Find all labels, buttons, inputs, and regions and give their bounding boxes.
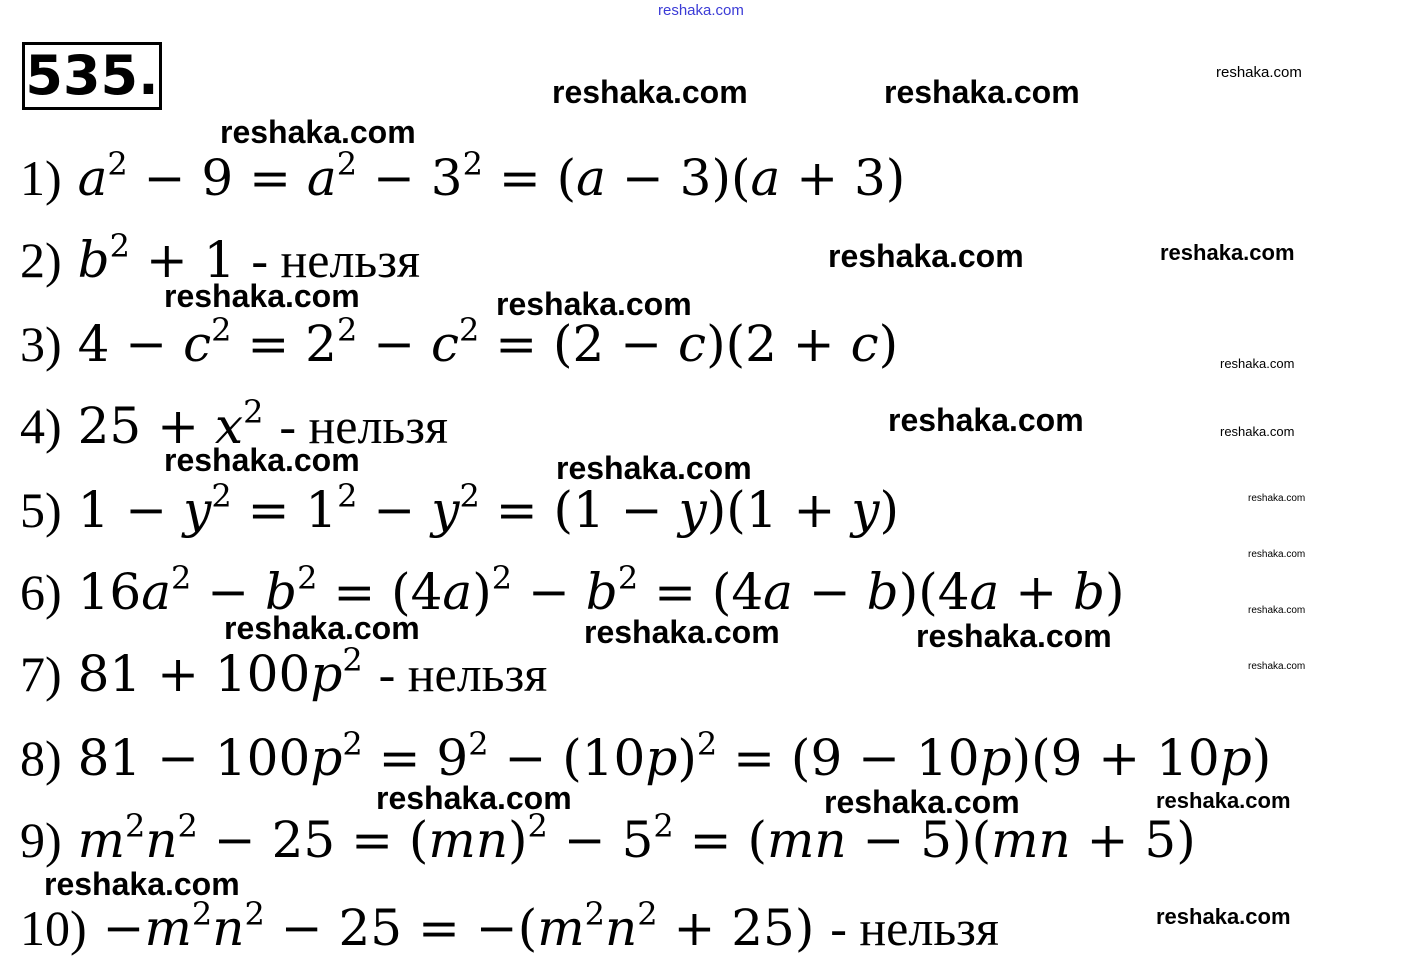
watermark: reshaka.com [828, 238, 1024, 274]
item-label: 5) [20, 482, 62, 538]
item-label: 8) [20, 730, 62, 786]
watermark: reshaka.com [164, 442, 360, 478]
watermark: reshaka.com [1248, 549, 1306, 560]
item-label: 4) [20, 398, 62, 454]
task-number: 535. [22, 42, 162, 110]
item-label: 3) [20, 316, 62, 372]
watermark: reshaka.com [1248, 493, 1306, 504]
equation-line-8: 8) $81 - 100p^2 = 9^2 - (10p)^2 = (9 - 10p)(9 + 10p)$ [20, 725, 1272, 787]
watermark-top: reshaka.com [658, 2, 744, 19]
equation-line-7: 7) $81 + 100p^2$ - нельзя [20, 641, 548, 703]
equation-line-4: 4) $25 + x^2$ - нельзя [20, 393, 448, 455]
watermark: reshaka.com [224, 610, 420, 646]
watermark: reshaka.com [44, 866, 240, 902]
note-impossible: - нельзя [378, 646, 548, 702]
watermark: reshaka.com [1216, 64, 1302, 81]
equation-line-1: 1) $a^2 - 9 = a^2 - 3^2 = (a - 3)(a + 3)$ [20, 145, 906, 207]
note-impossible: - нельзя [830, 900, 999, 956]
watermark: reshaka.com [1220, 356, 1295, 371]
watermark: reshaka.com [496, 286, 692, 322]
item-label: 1) [20, 150, 62, 206]
item-label: 6) [20, 564, 62, 620]
watermark: reshaka.com [1156, 904, 1291, 929]
watermark: reshaka.com [552, 74, 748, 110]
watermark: reshaka.com [376, 780, 572, 816]
equation-line-3: 3) $4 - c^2 = 2^2 - c^2 = (2 - c)(2 + c)$ [20, 311, 899, 373]
equation-line-2: 2) $b^2 + 1$ - нельзя [20, 227, 420, 289]
watermark: reshaka.com [884, 74, 1080, 110]
watermark: reshaka.com [1156, 788, 1291, 813]
note-impossible: - нельзя [279, 398, 448, 454]
watermark: reshaka.com [824, 784, 1020, 820]
watermark: reshaka.com [220, 114, 416, 150]
item-label: 7) [20, 646, 62, 702]
watermark: reshaka.com [584, 614, 780, 650]
watermark: reshaka.com [916, 618, 1112, 654]
watermark: reshaka.com [888, 402, 1084, 438]
item-label: 2) [20, 232, 62, 288]
equation-line-6: 6) $16a^2 - b^2 = (4a)^2 - b^2 = (4a - b)(4a + b)$ [20, 559, 1125, 621]
watermark: reshaka.com [164, 278, 360, 314]
equation-line-5: 5) $1 - y^2 = 1^2 - y^2 = (1 - y)(1 + y)$ [20, 477, 900, 539]
item-label: 10) [20, 900, 87, 956]
watermark: reshaka.com [1160, 240, 1295, 265]
watermark: reshaka.com [1248, 605, 1306, 616]
watermark: reshaka.com [1220, 424, 1295, 439]
watermark: reshaka.com [1248, 661, 1306, 672]
note-impossible: - нельзя [251, 232, 420, 288]
equation-line-10: $10) -m^2n^2 - 25 = -(m^2n^2 + 25)$ - нельзя [20, 895, 999, 957]
item-label: 9) [20, 812, 62, 868]
equation-line-9: 9) $m^2n^2 - 25 = (mn)^2 - 5^2 = (mn - 5)(mn + 5)$ [20, 807, 1196, 869]
watermark: reshaka.com [556, 450, 752, 486]
